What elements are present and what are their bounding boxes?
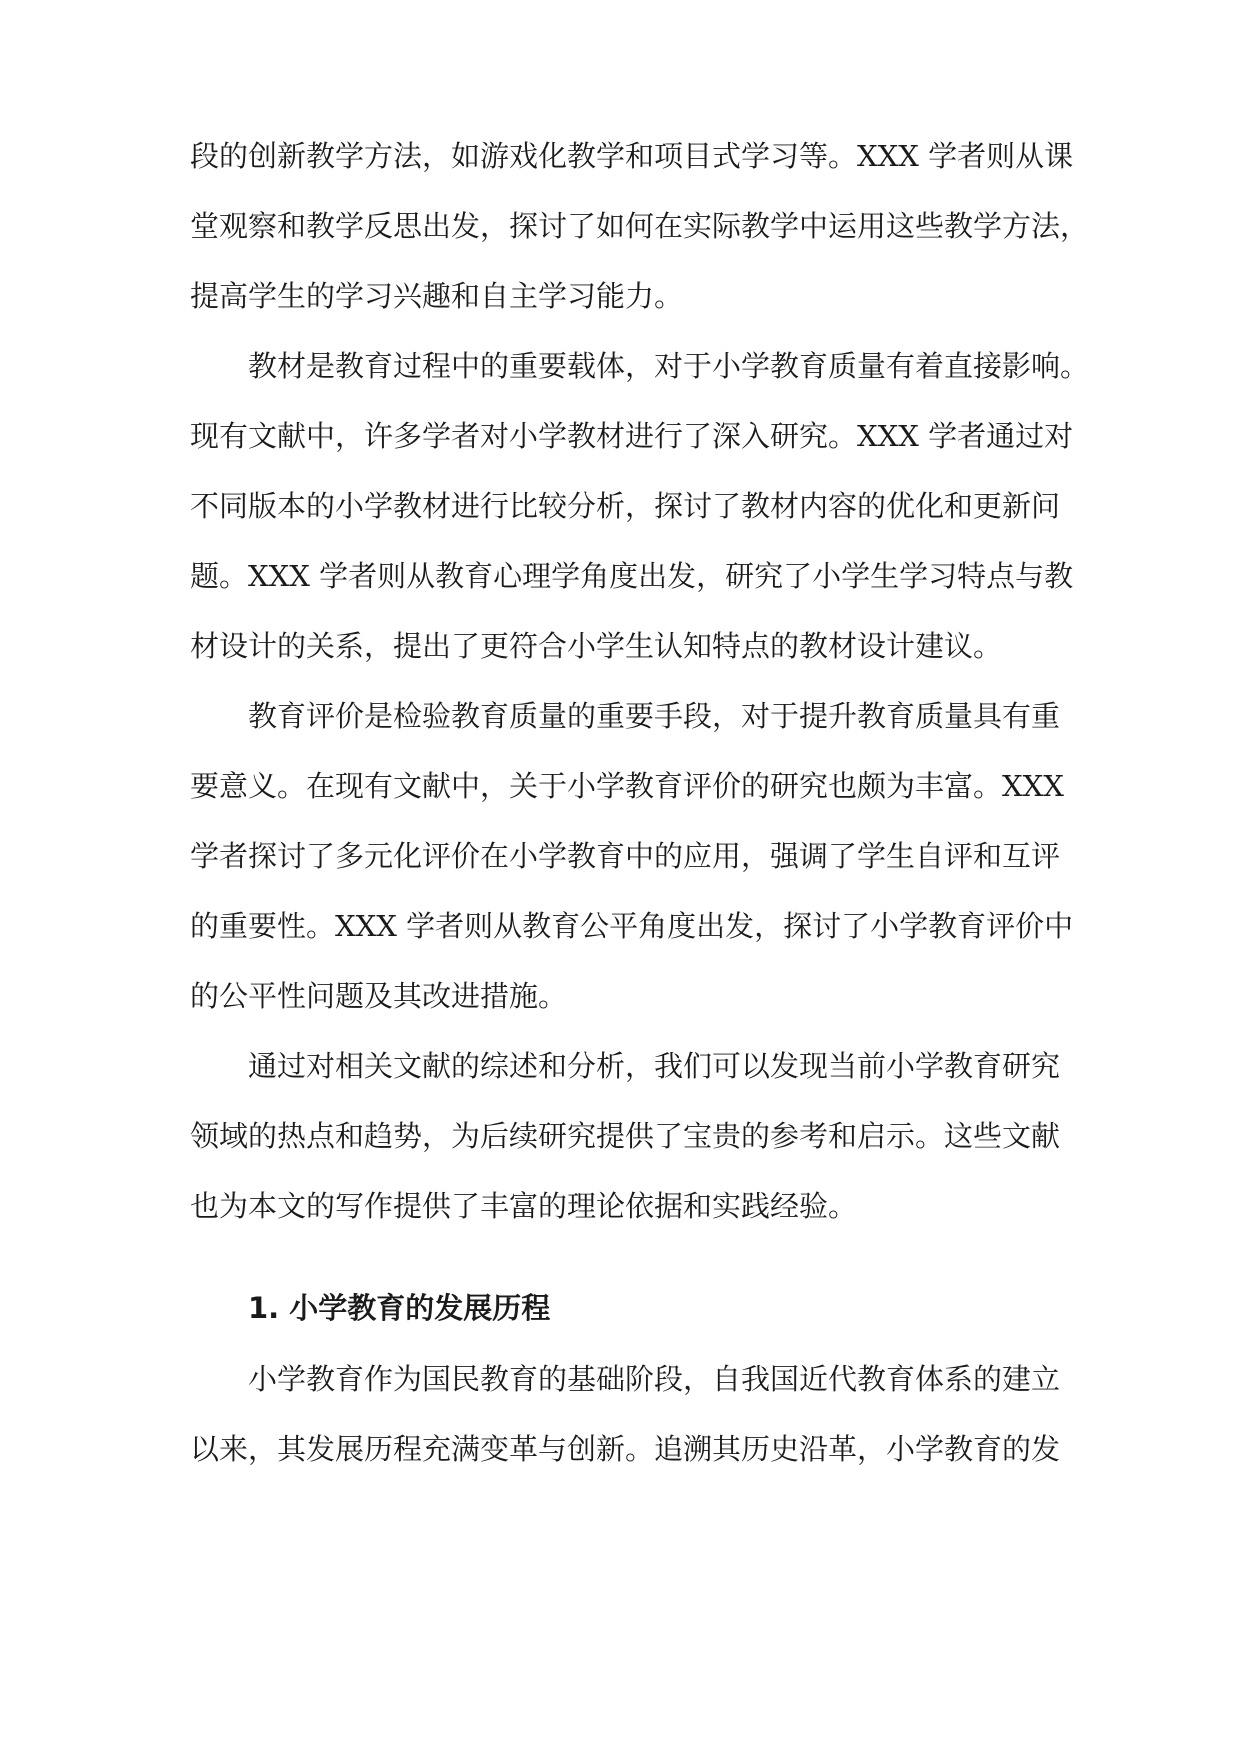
text-line: 材设计的关系，提出了更符合小学生认知特点的教材设计建议。 [190, 629, 1003, 663]
text-line: 通过对相关文献的综述和分析，我们可以发现当前小学教育研究 [248, 1049, 1061, 1083]
text-line: 段的创新教学方法，如游戏化教学和项目式学习等。XXX 学者则从课 [190, 139, 1074, 173]
text-line: 题。XXX 学者则从教育心理学角度出发，研究了小学生学习特点与教 [190, 559, 1074, 593]
text-line: 领域的热点和趋势，为后续研究提供了宝贵的参考和启示。这些文献 [190, 1119, 1061, 1153]
text-line: 小学教育作为国民教育的基础阶段，自我国近代教育体系的建立 [248, 1362, 1061, 1396]
text-line: 的重要性。XXX 学者则从教育公平角度出发，探讨了小学教育评价中 [190, 909, 1074, 943]
text-line: 提高学生的学习兴趣和自主学习能力。 [190, 279, 684, 313]
text-line: 教育评价是检验教育质量的重要手段，对于提升教育质量具有重 [248, 699, 1061, 733]
text-line: 教材是教育过程中的重要载体，对于小学教育质量有着直接影响。 [248, 349, 1090, 383]
text-line: 的公平性问题及其改进措施。 [190, 979, 568, 1013]
text-line: 也为本文的写作提供了丰富的理论依据和实践经验。 [190, 1189, 858, 1223]
text-line: 以来，其发展历程充满变革与创新。追溯其历史沿革，小学教育的发 [190, 1432, 1061, 1466]
section-heading: 1. 小学教育的发展历程 [248, 1291, 551, 1325]
text-line: 堂观察和教学反思出发，探讨了如何在实际教学中运用这些教学方法， [190, 209, 1090, 243]
text-line: 要意义。在现有文献中，关于小学教育评价的研究也颇为丰富。XXX [190, 769, 1064, 803]
text-line: 现有文献中，许多学者对小学教材进行了深入研究。XXX 学者通过对 [190, 419, 1074, 453]
text-line: 学者探讨了多元化评价在小学教育中的应用，强调了学生自评和互评 [190, 839, 1061, 873]
text-line: 不同版本的小学教材进行比较分析，探讨了教材内容的优化和更新问 [190, 489, 1061, 523]
